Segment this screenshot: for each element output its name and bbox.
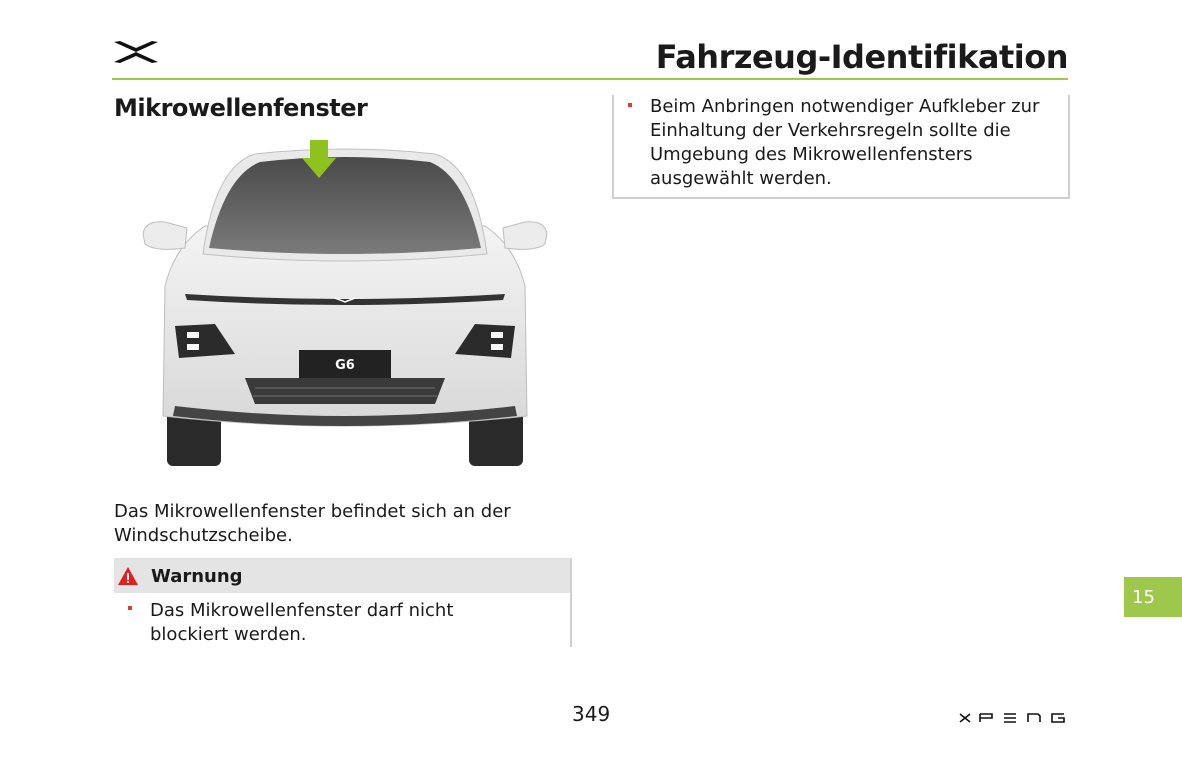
body-paragraph: Das Mikrowellenfenster befindet sich an der Windschutzscheibe.: [114, 501, 511, 546]
license-plate-text: G6: [335, 358, 355, 373]
bullet-icon: [128, 606, 132, 610]
bullet-icon: [628, 103, 632, 107]
warning-header: [114, 559, 570, 593]
note-box: [612, 95, 1070, 199]
chapter-tab[interactable]: 15: [1124, 577, 1182, 617]
page-header-title: Fahrzeug-Identifikation: [655, 38, 1068, 76]
warning-item-text: Das Mikrowellenfenster darf nicht blockiert werden.: [150, 600, 454, 645]
warning-triangle-icon: [117, 566, 139, 586]
warning-title: Warnung: [151, 565, 243, 587]
note-list-item: [614, 95, 1050, 191]
warning-list-item: [114, 593, 510, 647]
car-front-image: [135, 136, 555, 468]
header-divider: [112, 78, 1068, 80]
section-heading: Mikrowellenfenster: [114, 94, 368, 122]
xpeng-logo-icon: [112, 38, 160, 66]
xpeng-wordmark-icon: [958, 711, 1068, 725]
warning-box: [114, 558, 572, 647]
note-item-text: Beim Anbringen notwendiger Aufkleber zur Einhaltung der Verkehrsregeln sollte die Umgebung des Mikrowellenfensters ausgewählt werden.: [650, 96, 1040, 189]
page-number: 349: [572, 702, 611, 726]
